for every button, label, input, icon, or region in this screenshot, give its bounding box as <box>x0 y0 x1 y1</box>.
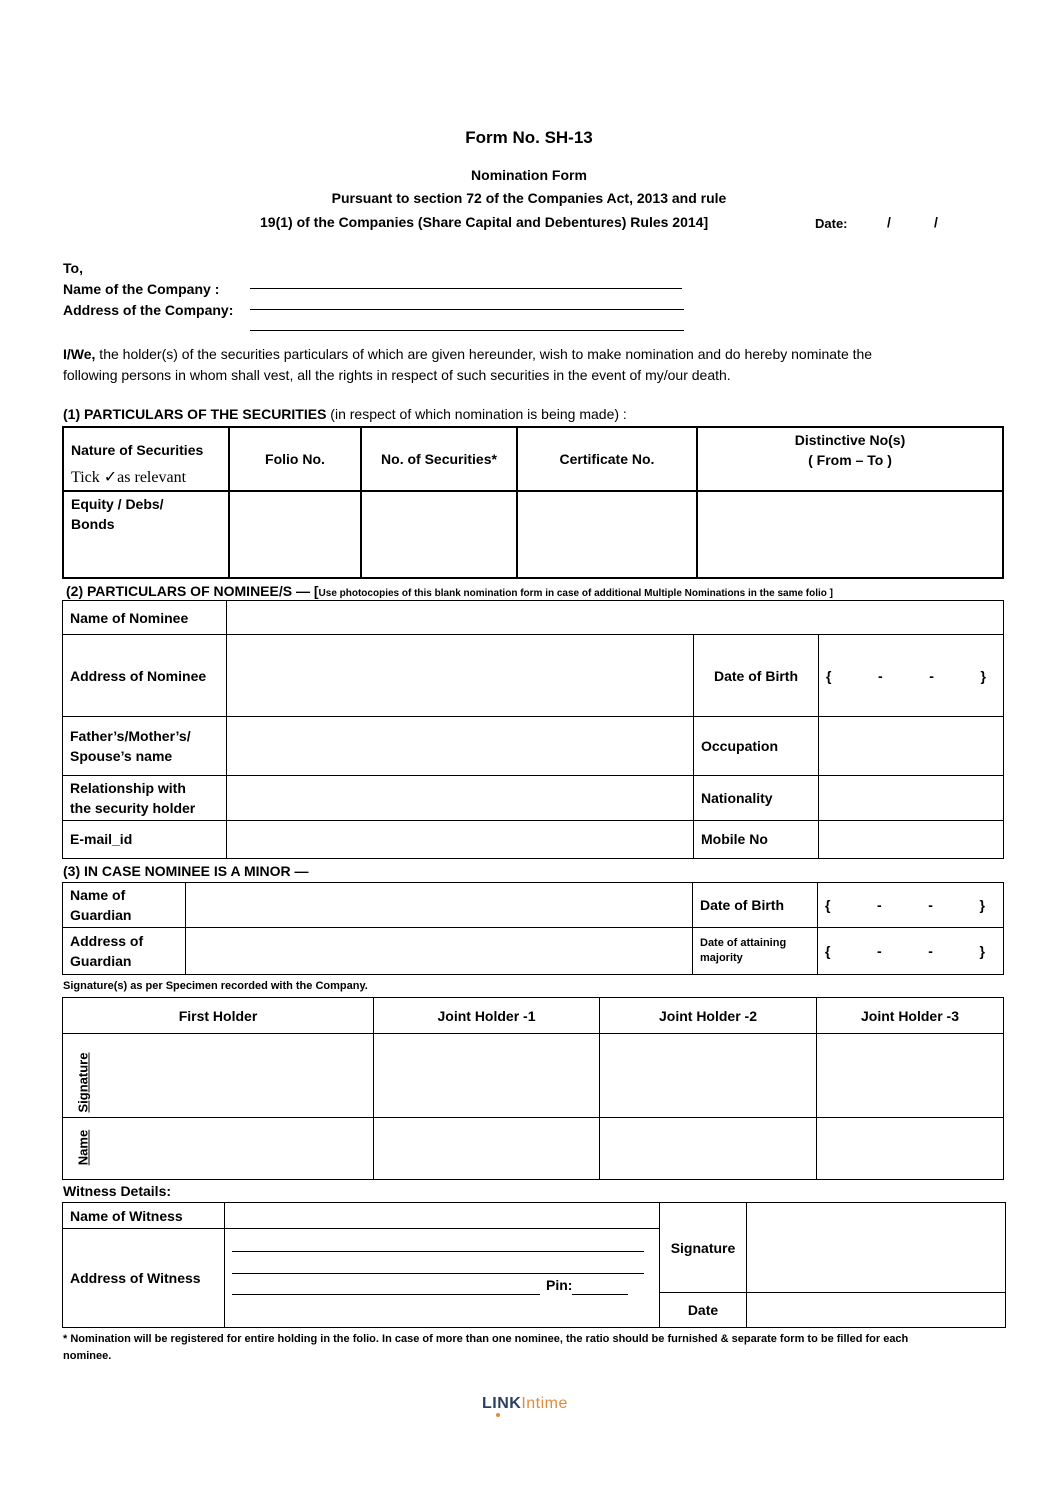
company-name-label: Name of the Company : <box>63 281 220 297</box>
signature-table <box>62 997 1004 1180</box>
equity-row-label-line2: Bonds <box>71 516 115 532</box>
nationality-field[interactable] <box>819 775 1004 820</box>
from-to-label: ( From – To ) <box>808 452 892 468</box>
majority-close: } <box>979 943 985 959</box>
dob-close: } <box>980 667 986 684</box>
tick-note: Tick ✓as relevant <box>71 469 187 486</box>
witness-signature-label: Signature <box>660 1203 747 1293</box>
first-holder-signature[interactable] <box>63 1034 374 1118</box>
majority-label-line1: Date of attaining <box>700 937 787 949</box>
minor-dob-open: { <box>825 897 831 913</box>
nominee-name-field[interactable] <box>227 601 1004 635</box>
joint-holder-3-signature[interactable] <box>817 1034 1004 1118</box>
joint-holder-2-name[interactable] <box>600 1118 817 1180</box>
nominee-address-label: Address of Nominee <box>63 635 227 717</box>
nominee-table <box>62 600 1004 859</box>
joint-holder-3-name[interactable] <box>817 1118 1004 1180</box>
equity-row-label-line1: Equity / Debs/ <box>71 496 164 512</box>
occupation-field[interactable] <box>819 717 1004 775</box>
distinctive-cell[interactable] <box>697 491 1003 578</box>
nature-header <box>63 427 229 491</box>
company-address-line-2[interactable] <box>250 330 684 331</box>
section1-heading <box>63 406 627 422</box>
nominee-address-field[interactable] <box>227 635 694 717</box>
guardian-address-label <box>63 928 186 975</box>
certificate-cell[interactable] <box>517 491 697 578</box>
footnote-line2: nominee. <box>63 1350 112 1362</box>
intro-text-line2: following persons in whom shall vest, all the rights in respect of such securities in the event of my/our death. <box>63 367 731 383</box>
minor-dob-dash-2: - <box>928 897 933 913</box>
minor-dob-dash-1: - <box>877 897 882 913</box>
footnote-star: * <box>63 1333 68 1345</box>
joint-holder-1-header: Joint Holder -1 <box>374 998 600 1034</box>
form-subtitle-line2: 19(1) of the Companies (Share Capital and Debentures) Rules 2014] <box>260 214 709 230</box>
minor-dob-brackets <box>825 895 985 915</box>
joint-holder-2-signature[interactable] <box>600 1034 817 1118</box>
section1-heading-rest: (in respect of which nomination is being made) : <box>326 406 627 422</box>
occupation-label: Occupation <box>694 717 819 775</box>
form-title: Nomination Form <box>471 167 587 183</box>
dob-dash-1: - <box>878 667 883 684</box>
witness-table <box>62 1202 1006 1328</box>
guardian-address-line2: Guardian <box>70 953 132 969</box>
nominee-dob-label: Date of Birth <box>694 635 819 717</box>
witness-date-label: Date <box>660 1293 747 1328</box>
majority-field[interactable] <box>818 928 1004 975</box>
guardian-name-field[interactable] <box>186 883 693 928</box>
footnote <box>63 1331 1013 1365</box>
intro-text-line1: the holder(s) of the securities particulars of which are given hereunder, wish to make nomination and do hereby nominate the <box>95 346 873 362</box>
intro-bold: I/We, <box>63 346 96 362</box>
pin-label: Pin: <box>546 1277 573 1293</box>
parent-name-label <box>63 717 227 775</box>
num-securities-cell[interactable] <box>361 491 517 578</box>
logo-dot-icon <box>496 1413 500 1417</box>
relationship-field[interactable] <box>227 775 694 820</box>
witness-address-field[interactable] <box>225 1229 660 1328</box>
company-name-line[interactable] <box>250 288 682 289</box>
logo-intime: Intime <box>521 1395 568 1412</box>
folio-cell[interactable] <box>229 491 361 578</box>
minor-dob-close: } <box>979 897 985 913</box>
witness-heading: Witness Details: <box>63 1183 172 1199</box>
minor-dob-label: Date of Birth <box>693 883 818 928</box>
section2-note: Use photocopies of this blank nomination form in case of additional Multiple Nominations in the same folio ] <box>318 588 834 599</box>
section2-heading <box>66 583 833 599</box>
nominee-dob-brackets <box>826 666 986 686</box>
to-label: To, <box>63 260 83 276</box>
witness-address-line-2[interactable] <box>232 1252 644 1274</box>
securities-table <box>62 426 1004 579</box>
num-securities-header: No. of Securities* <box>361 427 517 491</box>
majority-dash-2: - <box>928 943 933 959</box>
logo-link: LINK <box>482 1395 522 1412</box>
joint-holder-1-name[interactable] <box>374 1118 600 1180</box>
guardian-name-label <box>63 883 186 928</box>
witness-address-line-1[interactable] <box>232 1229 644 1252</box>
minor-dob-field[interactable] <box>818 883 1004 928</box>
section1-heading-bold: (1) PARTICULARS OF THE SECURITIES <box>63 406 327 422</box>
majority-label-line2: majority <box>700 952 743 964</box>
witness-date-field[interactable] <box>747 1293 1006 1328</box>
folio-header: Folio No. <box>229 427 361 491</box>
date-label: Date: <box>815 216 848 231</box>
section2-heading-text: (2) PARTICULARS OF NOMINEE/S — [ <box>66 583 319 599</box>
distinctive-header <box>697 427 1003 491</box>
guardian-name-line2: Guardian <box>70 907 132 923</box>
relationship-label-line2: the security holder <box>70 799 196 816</box>
joint-holder-3-header: Joint Holder -3 <box>817 998 1004 1034</box>
distinctive-label: Distinctive No(s) <box>794 432 906 448</box>
date-slash-2: / <box>934 214 938 230</box>
joint-holder-1-signature[interactable] <box>374 1034 600 1118</box>
first-holder-name[interactable] <box>63 1118 374 1180</box>
witness-address-label: Address of Witness <box>63 1229 225 1328</box>
relationship-label <box>63 775 227 820</box>
witness-address-line-3[interactable] <box>232 1274 540 1295</box>
guardian-address-line1: Address of <box>70 933 144 949</box>
mobile-label: Mobile No <box>694 820 819 858</box>
certificate-header: Certificate No. <box>517 427 697 491</box>
form-number: Form No. SH-13 <box>465 128 593 147</box>
witness-name-field[interactable] <box>225 1203 660 1229</box>
witness-name-label: Name of Witness <box>63 1203 225 1229</box>
minor-table <box>62 882 1004 975</box>
majority-brackets <box>825 941 985 961</box>
date-slash-1: / <box>887 214 891 230</box>
signature-caption: Signature(s) as per Specimen recorded with the Company. <box>63 980 368 992</box>
email-field[interactable] <box>227 820 694 858</box>
dob-open: { <box>826 667 832 684</box>
company-address-label: Address of the Company: <box>63 302 234 318</box>
majority-dash-1: - <box>877 943 882 959</box>
mobile-field[interactable] <box>819 820 1004 858</box>
company-address-line-1[interactable] <box>250 309 684 310</box>
nominee-name-label: Name of Nominee <box>63 601 227 635</box>
guardian-address-field[interactable] <box>186 928 693 975</box>
parent-label-line1: Father’s/Mother’s/ <box>70 728 191 745</box>
guardian-name-line1: Name of <box>70 887 126 903</box>
relationship-label-line1: Relationship with <box>70 779 186 796</box>
signature-side-label: Signature <box>75 1052 91 1113</box>
nominee-dob-field[interactable] <box>819 635 1004 717</box>
nationality-label: Nationality <box>694 775 819 820</box>
linkintime-logo <box>482 1395 568 1413</box>
parent-name-field[interactable] <box>227 717 694 775</box>
footnote-line1: Nomination will be registered for entire holding in the folio. In case of more than one nominee, the ratio should be furnished & separate form to be filled for each <box>67 1333 909 1345</box>
pin-field[interactable] <box>572 1274 628 1295</box>
majority-open: { <box>825 943 831 959</box>
joint-holder-2-header: Joint Holder -2 <box>600 998 817 1034</box>
witness-signature-field[interactable] <box>747 1203 1006 1293</box>
form-subtitle-line1: Pursuant to section 72 of the Companies Act, 2013 and rule <box>331 190 727 206</box>
majority-label <box>693 928 818 975</box>
dob-dash-2: - <box>929 667 934 684</box>
email-label: E-mail_id <box>63 820 227 858</box>
first-holder-header: First Holder <box>63 998 374 1034</box>
parent-label-line2: Spouse’s name <box>70 748 173 765</box>
intro-paragraph <box>63 344 1023 386</box>
witness-address-line-3-row <box>232 1274 652 1295</box>
equity-row-label <box>63 491 229 578</box>
section3-heading: (3) IN CASE NOMINEE IS A MINOR — <box>63 863 309 879</box>
name-side-label: Name <box>75 1129 91 1166</box>
nature-header-label: Nature of Securities <box>71 442 204 458</box>
